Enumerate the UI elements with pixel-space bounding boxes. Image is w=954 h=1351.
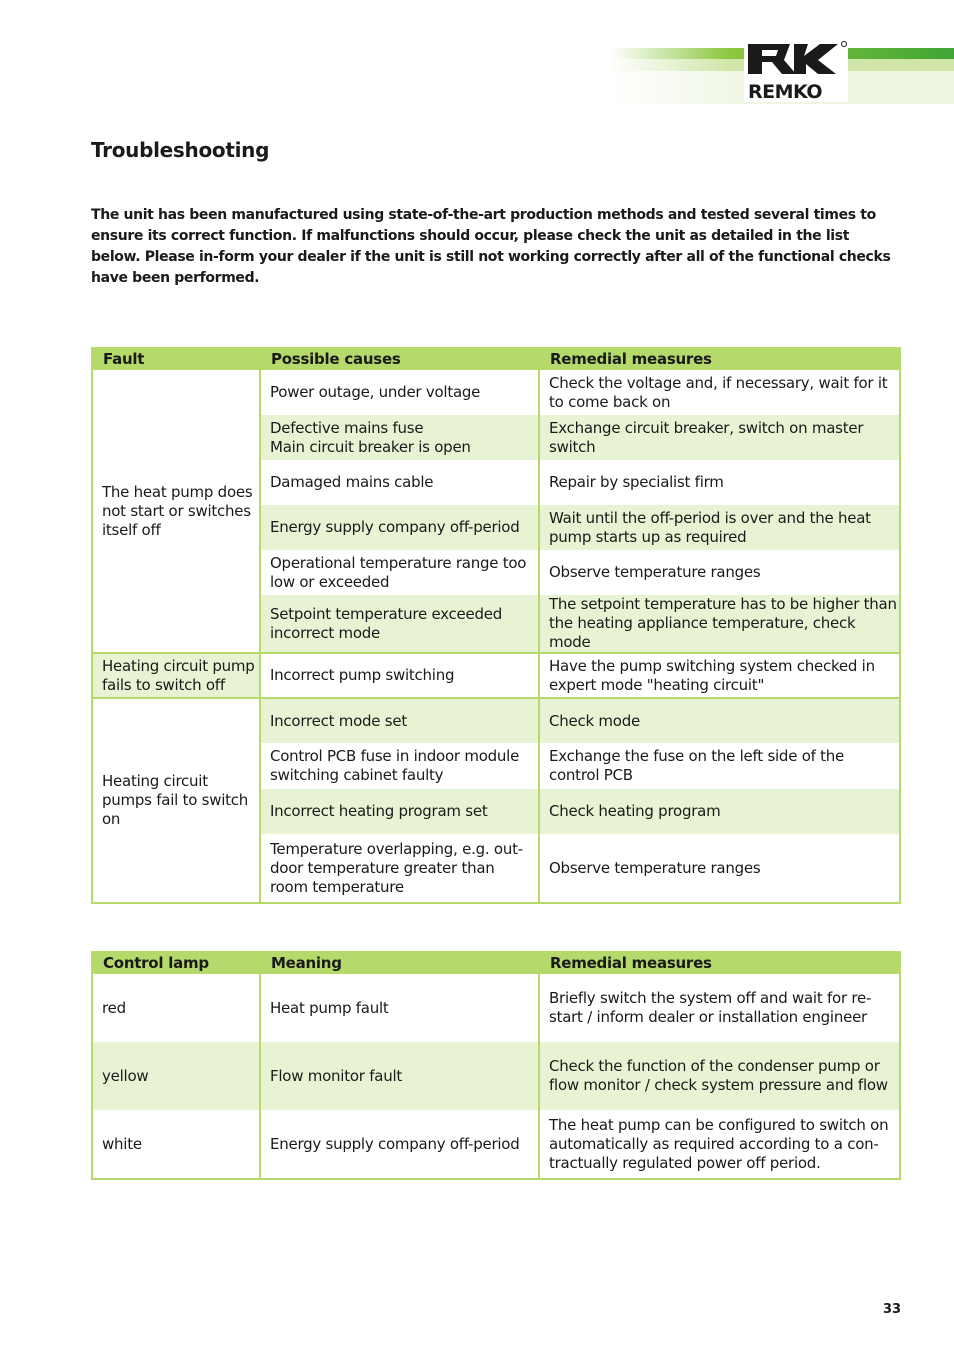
cause-cell: Damaged mains cable (260, 460, 539, 505)
lamp-cell: yellow (92, 1042, 260, 1110)
remedy-cell: Observe temperature ranges (539, 834, 900, 903)
remedy-cell: Observe temperature ranges (539, 550, 900, 595)
cause-cell: Control PCB fuse in indoor module switching cabinet faulty (260, 743, 539, 789)
table-row (92, 698, 900, 743)
cause-cell: Power outage, under voltage (260, 370, 539, 415)
table-row (92, 1110, 900, 1179)
table-row (92, 370, 900, 415)
meaning-cell: Heat pump fault (260, 974, 539, 1042)
fault-cell: The heat pump does not start or switches itself off (92, 370, 260, 653)
page-title: Troubleshooting (91, 138, 270, 162)
header-control-lamp: Control lamp (92, 951, 260, 974)
lamps-header-row (92, 951, 900, 974)
cause-cell: Operational temperature range too low or exceeded (260, 550, 539, 595)
remedy-cell: Repair by specialist firm (539, 460, 900, 505)
lamp-cell: red (92, 974, 260, 1042)
cause-cell: Incorrect mode set (260, 698, 539, 743)
fault-cell: Heating circuit pump fails to switch off (92, 653, 260, 698)
control-lamp-table (91, 951, 901, 1180)
table-row (92, 974, 900, 1042)
meaning-cell: Energy supply company off-period (260, 1110, 539, 1179)
cause-cell: Defective mains fuse Main circuit breaker is open (260, 415, 539, 460)
table-row (92, 653, 900, 698)
cause-cell: Incorrect heating program set (260, 789, 539, 834)
logo-text: REMKO (748, 81, 823, 102)
remedy-cell: Check the voltage and, if necessary, wait for it to come back on (539, 370, 900, 415)
remedy-cell: Briefly switch the system off and wait for re-start / inform dealer or installation engineer (539, 974, 900, 1042)
remedy-cell: Check mode (539, 698, 900, 743)
cause-cell: Incorrect pump switching (260, 653, 539, 698)
faults-table (91, 347, 901, 904)
cause-cell: Temperature overlapping, e.g. out-door temperature greater than room temperature (260, 834, 539, 903)
header-possible-causes: Possible causes (260, 347, 539, 370)
intro-paragraph: The unit has been manufactured using state-of-the-art production methods and tested several times to ensure its correct function. If malfunctions should occur, please check the unit as detailed in the list below. Please in-form your dealer if the unit is still not working correctly after all of the functional checks have been performed. (91, 207, 891, 286)
remedy-cell: Check the function of the condenser pump or flow monitor / check system pressure and flow (539, 1042, 900, 1110)
header-meaning: Meaning (260, 951, 539, 974)
remedy-cell: Exchange the fuse on the left side of the control PCB (539, 743, 900, 789)
faults-header-row (92, 347, 900, 370)
remedy-cell: The heat pump can be configured to switch on automatically as required according to a con-tractually regulated power off period. (539, 1110, 900, 1179)
remedy-cell: Wait until the off-period is over and the heat pump starts up as required (539, 505, 900, 550)
page-number: 33 (883, 1302, 902, 1317)
header-remedial-measures: Remedial measures (539, 951, 900, 974)
table-row (92, 1042, 900, 1110)
remedy-cell: Have the pump switching system checked in expert mode "heating circuit" (539, 653, 900, 698)
header-remedial-measures: Remedial measures (539, 347, 900, 370)
remedy-cell: The setpoint temperature has to be higher than the heating appliance temperature, check mode (539, 595, 900, 653)
remedy-cell: Exchange circuit breaker, switch on master switch (539, 415, 900, 460)
header-fault: Fault (92, 347, 260, 370)
meaning-cell: Flow monitor fault (260, 1042, 539, 1110)
cause-cell: Setpoint temperature exceeded incorrect mode (260, 595, 539, 653)
fault-cell: Heating circuit pumps fail to switch on (92, 698, 260, 903)
lamp-cell: white (92, 1110, 260, 1179)
cause-cell: Energy supply company off-period (260, 505, 539, 550)
remedy-cell: Check heating program (539, 789, 900, 834)
remko-logo (744, 40, 848, 102)
